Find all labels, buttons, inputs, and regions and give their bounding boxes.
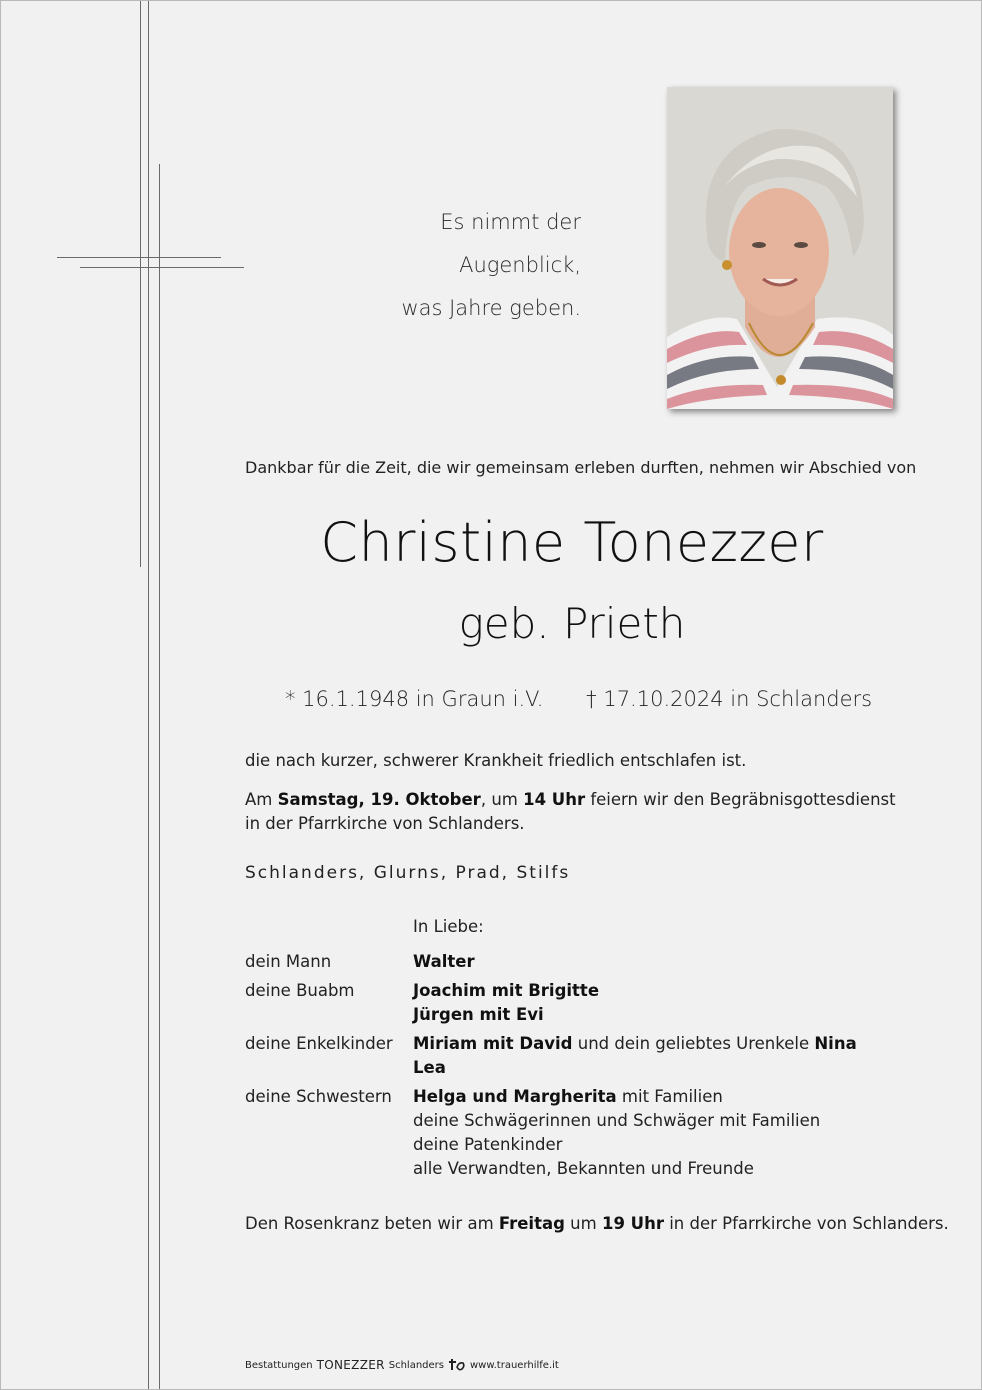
quote-line: Augenblick, [459, 253, 581, 277]
quote-line: was Jahre geben. [401, 296, 581, 320]
family-member: Walter [413, 952, 475, 971]
family-relation: deine Buabm [245, 981, 355, 1000]
family-text: alle Verwandten, Bekannten und Freunde [413, 1159, 754, 1178]
family-list [245, 915, 857, 1181]
footer-website[interactable]: www.trauerhilfe.it [470, 1359, 559, 1371]
family-heading: In Liebe: [413, 917, 484, 936]
service-line-2: in der Pfarrkirche von Schlanders. [245, 814, 525, 833]
service-time: 14 Uhr [523, 790, 586, 809]
rosary-time: 19 Uhr [601, 1214, 664, 1233]
rosary-info: Den Rosenkranz beten wir am Freitag um 19 Uhr in der Pfarrkirche von Schlanders. [245, 1214, 949, 1233]
footer-town: Schlanders [388, 1359, 444, 1371]
family-row [245, 1032, 857, 1080]
footer-brand: TONEZZER [316, 1358, 385, 1372]
family-text: und dein geliebtes Urenkele [577, 1034, 810, 1053]
family-row [245, 979, 857, 1027]
family-member: Joachim mit Brigitte [413, 981, 600, 1000]
passing-text: die nach kurzer, schwerer Krankheit friedlich entschlafen ist. [245, 751, 747, 770]
family-member: Helga und Margherita [413, 1087, 617, 1106]
quote-line: Es nimmt der [440, 210, 581, 234]
family-relation: deine Enkelkinder [245, 1034, 393, 1053]
rosary-day: Freitag [498, 1214, 565, 1233]
service-info [245, 788, 896, 836]
trauerhilfe-logo-icon [448, 1358, 466, 1372]
birth-date: * 16.1.1948 in Graun i.V. [285, 687, 544, 711]
family-text: deine Patenkinder [413, 1135, 563, 1154]
family-relation: dein Mann [245, 952, 332, 971]
service-day: Samstag, 19. Oktober [277, 790, 481, 809]
deceased-name: Christine Tonezzer [320, 511, 824, 574]
family-text: deine Schwägerinnen und Schwäger mit Familien [413, 1111, 821, 1130]
family-text: mit Familien [621, 1087, 723, 1106]
family-member: Nina [814, 1034, 857, 1053]
family-member: Jürgen mit Evi [413, 1005, 544, 1024]
footer [245, 1358, 559, 1372]
family-row [245, 1085, 857, 1181]
portrait-photo [667, 87, 893, 409]
family-member: Miriam mit David [413, 1034, 573, 1053]
service-line-1: Am Samstag, 19. Oktober, um 14 Uhr feiern wir den Begräbnisgottesdienst [245, 790, 896, 809]
birth-name: geb. Prieth [458, 599, 686, 648]
life-dates [285, 687, 872, 711]
footer-prefix: Bestattungen [245, 1359, 313, 1371]
family-row [245, 950, 857, 974]
family-member: Lea [413, 1058, 446, 1077]
intro-text: Dankbar für die Zeit, die wir gemeinsam erleben durften, nehmen wir Abschied von [245, 458, 917, 477]
memorial-quote [401, 201, 581, 330]
death-date: † 17.10.2024 in Schlanders [586, 687, 873, 711]
family-relation: deine Schwestern [245, 1087, 392, 1106]
places-list: Schlanders, Glurns, Prad, Stilfs [245, 863, 571, 883]
